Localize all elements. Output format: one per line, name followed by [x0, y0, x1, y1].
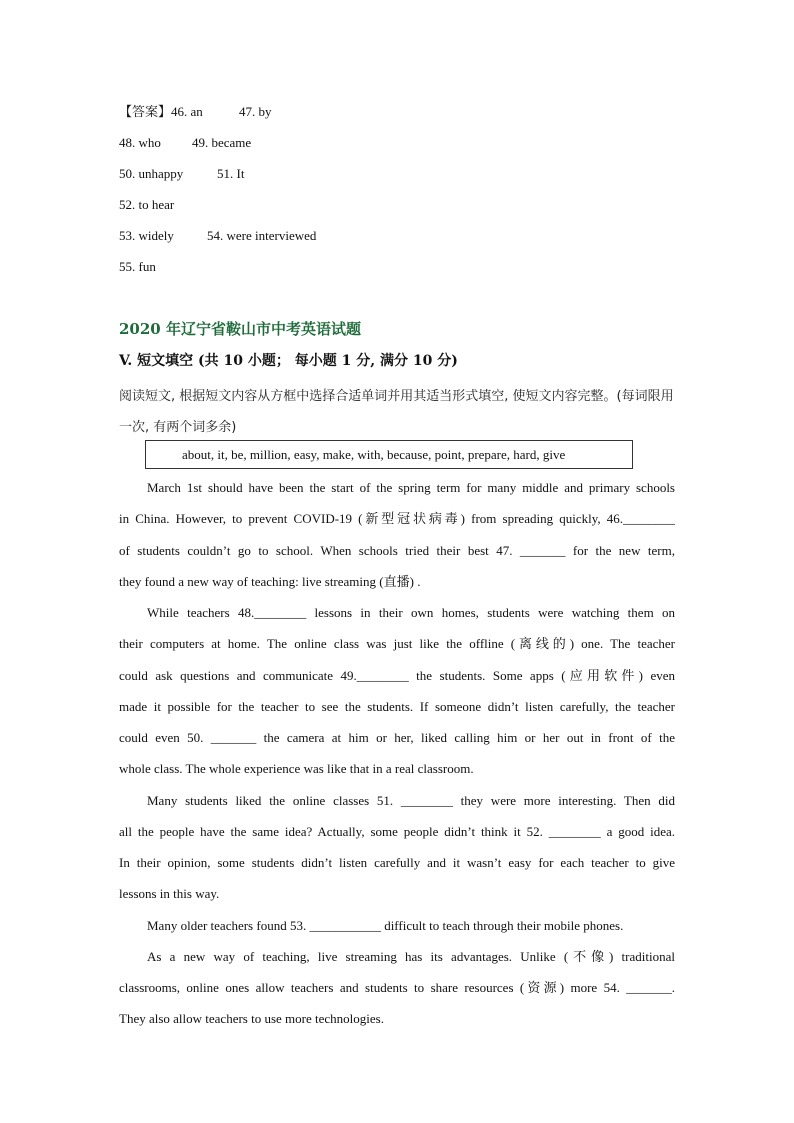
passage-line: Many students liked the online classes 51. ________ they were more interesting. Then did — [147, 792, 675, 808]
answer-row — [119, 133, 316, 164]
passage-line: lessons in this way. — [119, 886, 220, 902]
passage-line: their computers at home. The online class was just like the offline (离线的) one. The teacher — [119, 636, 675, 652]
passage-line: made it possible for the teacher to see the students. If someone didn’t listen carefully, the teacher — [119, 698, 675, 714]
answer-row — [119, 195, 316, 226]
exam-title: 2020 年辽宁省鞍山市中考英语试题 — [119, 320, 361, 338]
passage-line: While teachers 48.________ lessons in their own homes, students were watching them on — [147, 605, 675, 620]
answer-item: 49. became — [192, 135, 252, 150]
answer-item: 53. widely — [119, 228, 174, 243]
passage-line: In their opinion, some students didn’t listen carefully and it wasn’t easy for each teacher to give — [119, 855, 675, 870]
passage-line: Many older teachers found 53. ___________ difficult to teach through their mobile phones. — [147, 917, 624, 933]
passage-line: could ask questions and communicate 49.________ the students. Some apps (应用软件) even — [119, 667, 675, 683]
answer-item: 48. who — [119, 135, 161, 150]
passage-line: they found a new way of teaching: live streaming (直播) . — [119, 573, 421, 589]
answer-row — [119, 164, 316, 195]
passage-line: in China. However, to prevent COVID-19 (新型冠状病毒) from spreading quickly, 46.________ — [119, 511, 675, 527]
passage — [119, 477, 675, 1040]
passage-line: They also allow teachers to use more technologies. — [119, 1011, 384, 1027]
answer-key — [119, 102, 316, 288]
answer-item: 50. unhappy — [119, 166, 184, 181]
answer-row — [119, 102, 316, 133]
word-bank-box: about, it, be, million, easy, make, with, because, point, prepare, hard, give — [145, 440, 633, 469]
answer-item: 47. by — [239, 104, 272, 119]
passage-line: whole class. The whole experience was like that in a real classroom. — [119, 761, 474, 777]
passage-line: As a new way of teaching, live streaming has its advantages. Unlike (不像) traditional — [147, 948, 675, 964]
passage-line: of students couldn’t go to school. When schools tried their best 47. _______ for the new term, — [119, 542, 675, 558]
passage-line: classrooms, online ones allow teachers and students to share resources (资源) more 54. _______. — [119, 980, 675, 995]
section-heading: V. 短文填空 (共 10 小题； 每小题 1 分, 满分 10 分) — [119, 353, 458, 369]
answer-row — [119, 257, 316, 288]
answer-row — [119, 226, 316, 257]
answer-item: 54. were interviewed — [207, 228, 317, 243]
answer-item: 【答案】46. an — [119, 104, 203, 119]
answer-item: 55. fun — [119, 259, 156, 274]
instructions: 阅读短文, 根据短文内容从方框中选择合适单词并用其适当形式填空, 使短文内容完整。(每词限用一次, 有两个词多余) — [119, 389, 674, 435]
passage-line: all the people have the same idea? Actually, some people didn’t think it 52. ________ a good idea. — [119, 823, 675, 839]
passage-line: could even 50. _______ the camera at him or her, liked calling him or her out in front of the — [119, 730, 675, 745]
answer-item: 52. to hear — [119, 197, 175, 212]
passage-line: March 1st should have been the start of the spring term for many middle and primary schools — [147, 480, 675, 495]
answer-item: 51. It — [217, 166, 245, 181]
